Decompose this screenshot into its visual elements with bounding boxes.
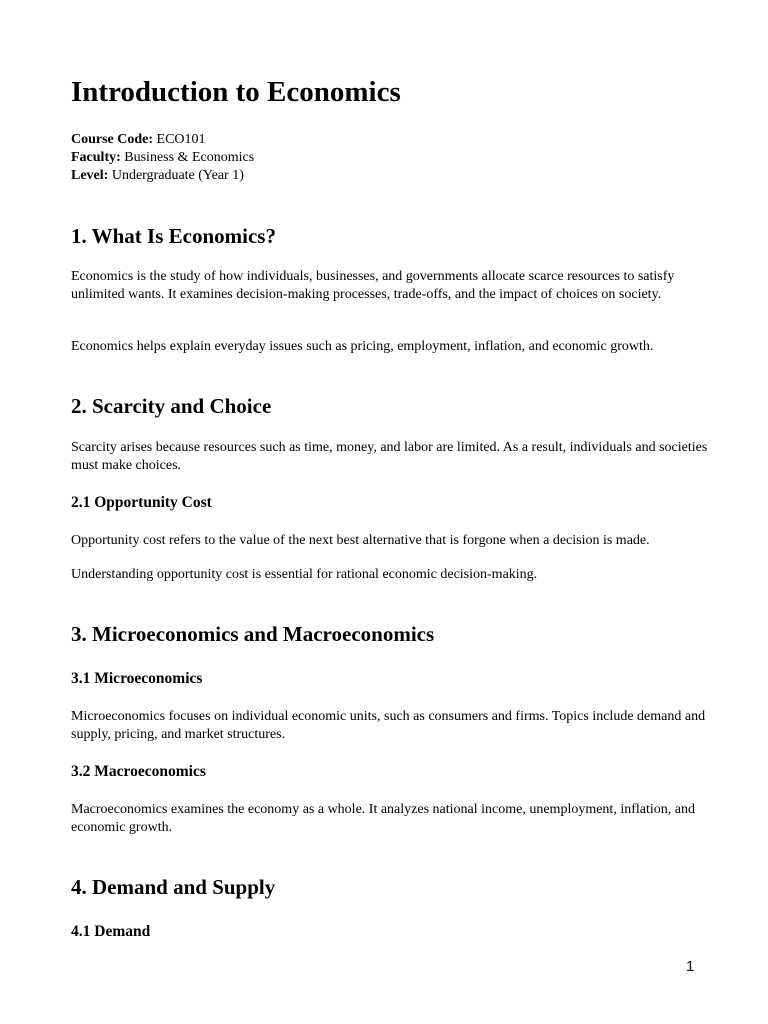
paragraph: Scarcity arises because resources such as time, money, and labor are limited. As a result, individuals and societies must make choices. — [71, 440, 708, 473]
page-number: 1 — [686, 958, 695, 975]
paragraph: Opportunity cost refers to the value of the next best alternative that is forgone when a decision is made. — [71, 533, 650, 548]
document-title: Introduction to Economics — [71, 76, 401, 108]
course-code-row — [71, 131, 254, 149]
subsection-heading-microeconomics: 3.1 Microeconomics — [71, 670, 203, 687]
section-heading-micro-and-macro: 3. Microeconomics and Macroeconomics — [71, 622, 435, 646]
subsection-heading-opportunity-cost: 2.1 Opportunity Cost — [71, 494, 212, 511]
level-row — [71, 167, 254, 185]
paragraph: Understanding opportunity cost is essential for rational economic decision-making. — [71, 567, 538, 582]
faculty-row — [71, 149, 254, 167]
paragraph: Macroeconomics examines the economy as a whole. It analyzes national income, unemployment, inflation, and economic growth. — [71, 802, 695, 835]
level-value: Undergraduate (Year 1) — [111, 168, 244, 183]
course-code-label: Course Code: — [71, 132, 154, 147]
subsection-heading-macroeconomics: 3.2 Macroeconomics — [71, 763, 206, 780]
faculty-label: Faculty: — [71, 150, 121, 165]
paragraph: Microeconomics focuses on individual economic units, such as consumers and firms. Topics include demand and supply, pricing, and market structures. — [71, 709, 706, 742]
section-heading-scarcity-and-choice: 2. Scarcity and Choice — [71, 394, 272, 418]
section-heading-what-is-economics: 1. What Is Economics? — [71, 224, 276, 248]
course-meta — [71, 131, 254, 185]
paragraph: Economics helps explain everyday issues such as pricing, employment, inflation, and economic growth. — [71, 339, 654, 354]
section-heading-demand-and-supply: 4. Demand and Supply — [71, 875, 276, 899]
course-code-value: ECO101 — [156, 132, 206, 147]
paragraph: Economics is the study of how individuals, businesses, and governments allocate scarce resources to satisfy unlimited wants. It examines decision-making processes, trade-offs, and the impact of choices on society. — [71, 269, 675, 302]
subsection-heading-demand: 4.1 Demand — [71, 923, 151, 940]
level-label: Level: — [71, 168, 109, 183]
faculty-value: Business & Economics — [124, 150, 255, 165]
